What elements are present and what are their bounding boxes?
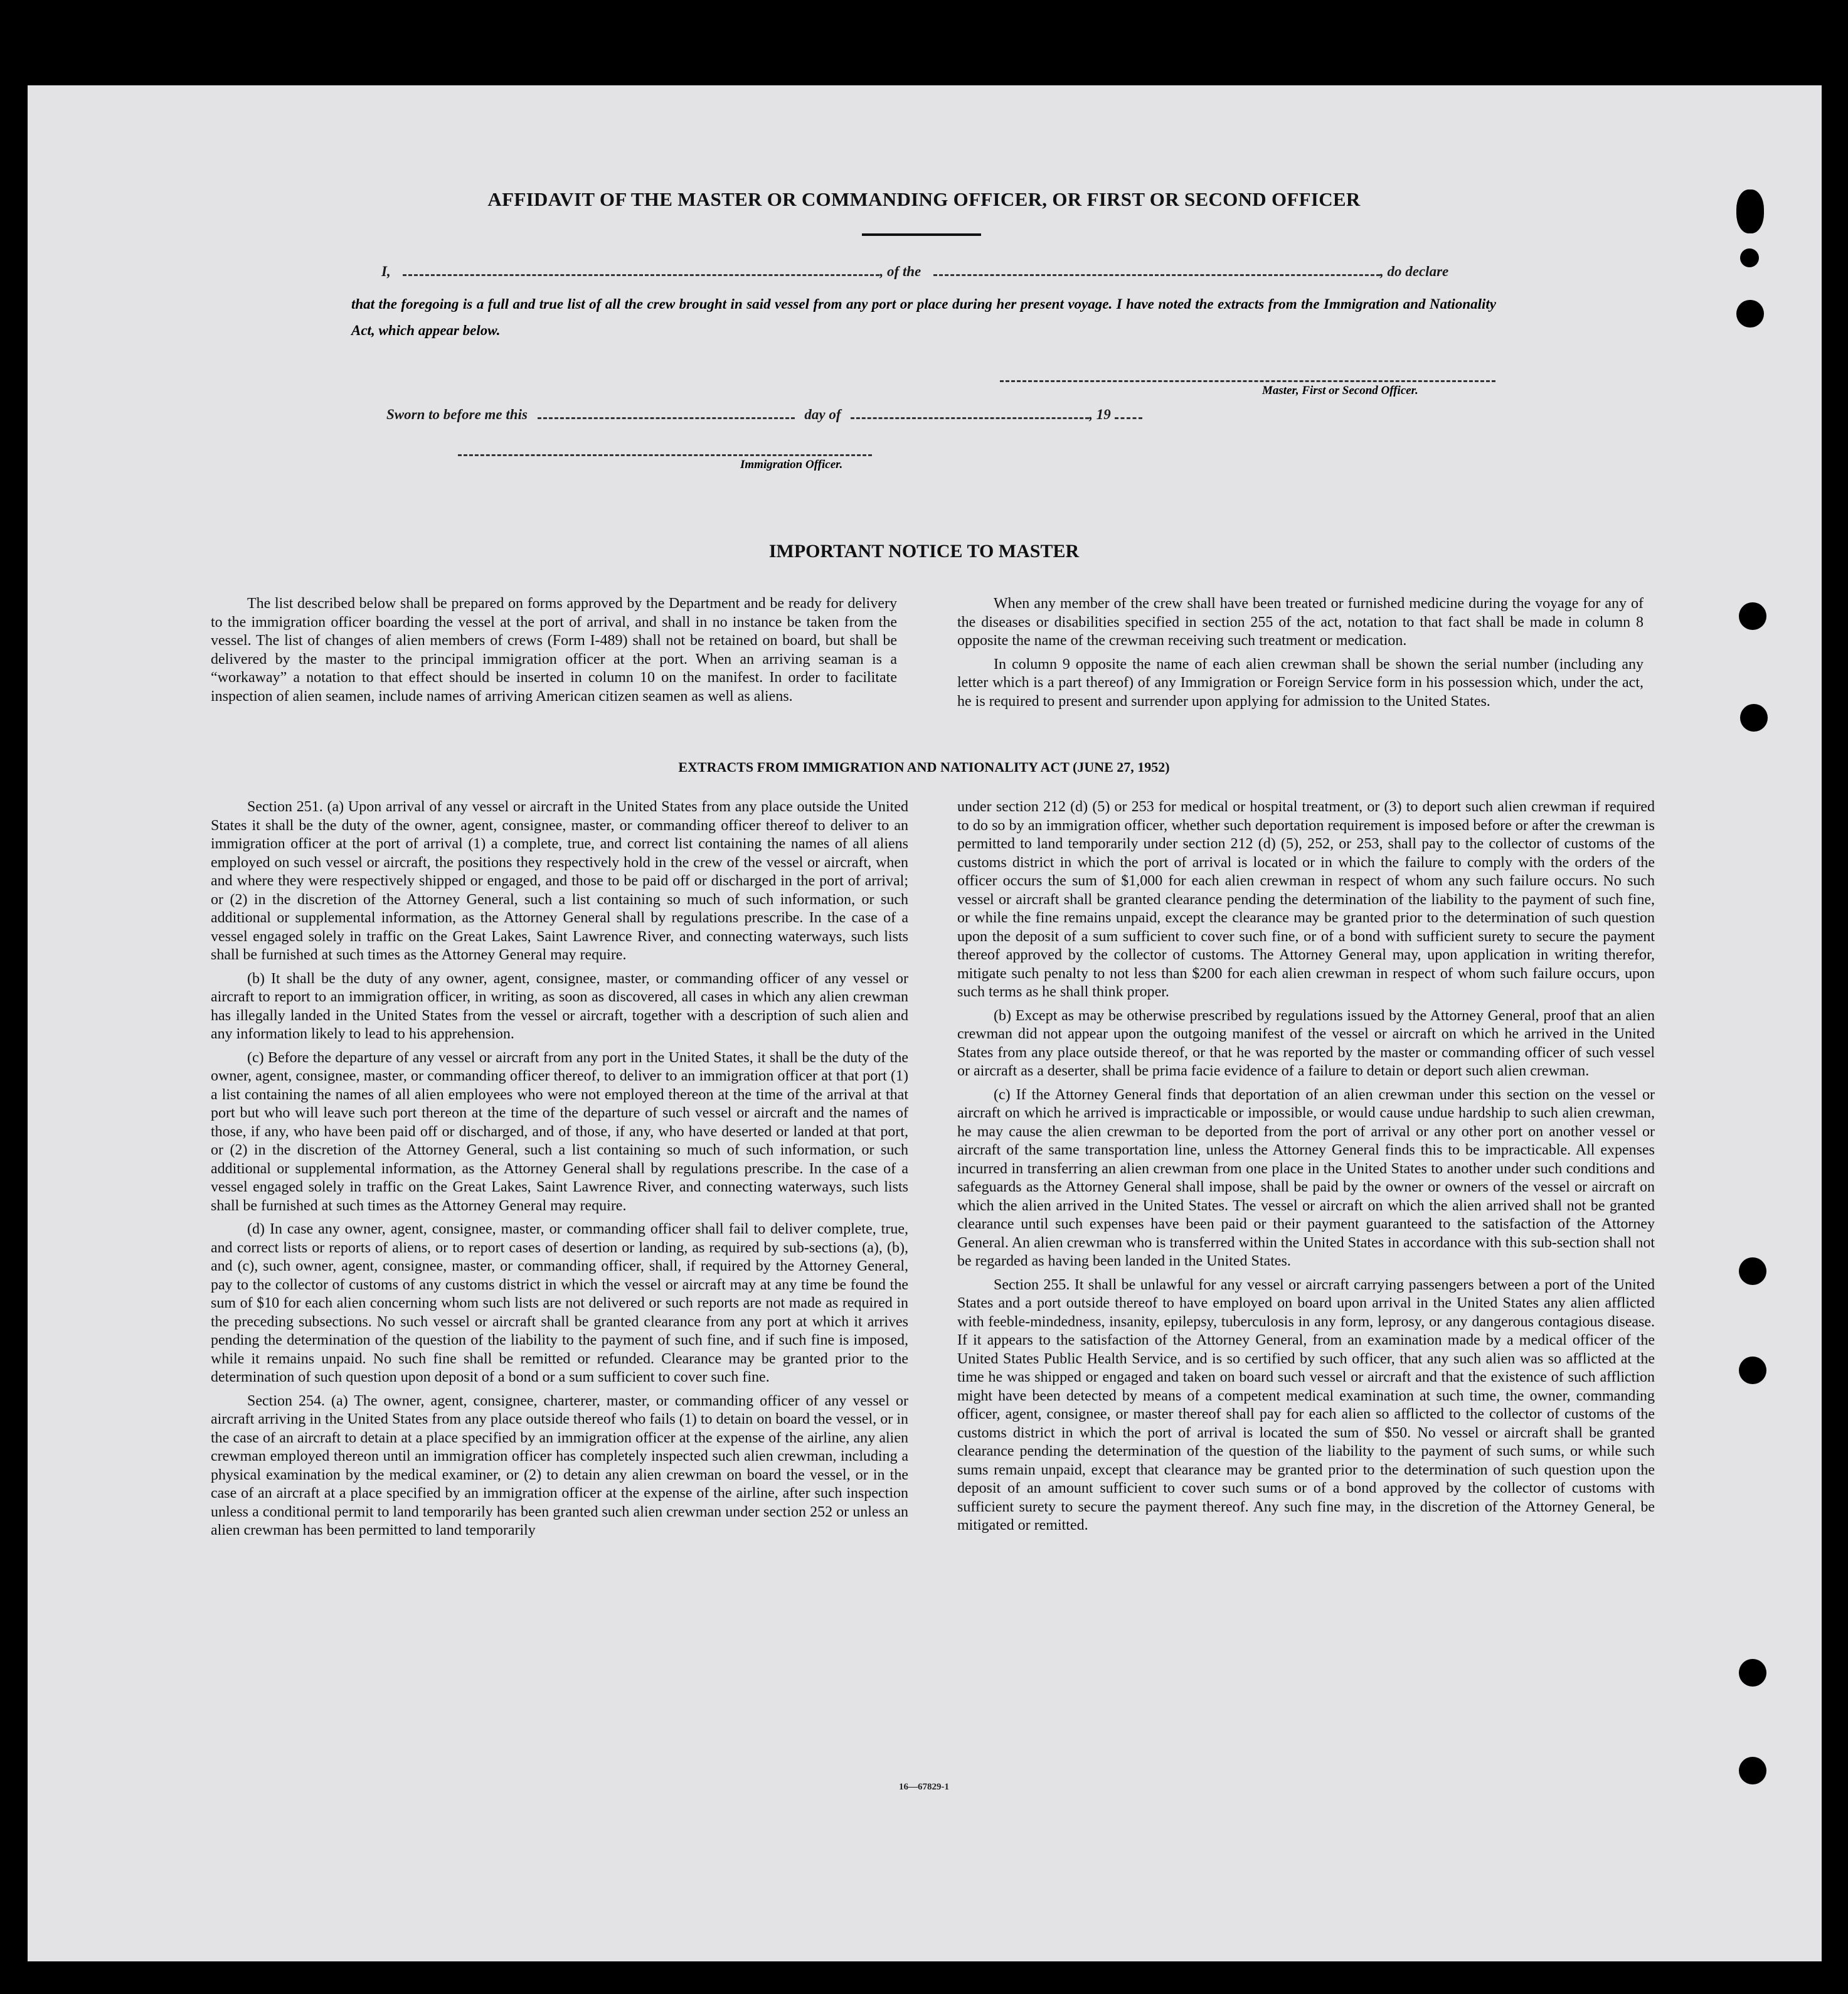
officer-caption: Immigration Officer. — [740, 458, 843, 471]
extracts-title: EXTRACTS FROM IMMIGRATION AND NATIONALITY ACT (JUNE 27, 1952) — [678, 759, 1170, 775]
section-paragraph: (b) It shall be the duty of any owner, agent, consignee, master, or commanding officer of any vessel or aircraft to report to an immigration officer, in writing, as soon as discovered, all cases in which any alien crewman has illegally landed in the United States from the vessel or aircraft, together with a description of such alien and any information likely to lead to his apprehension. — [211, 970, 908, 1042]
notice-right-column — [957, 595, 1644, 716]
section-paragraph: Section 254. (a) The owner, agent, consignee, charterer, master, or commanding officer of any vessel or aircraft arriving in the United States from any place outside thereof who fails (1) to detain on board the vessel, or in the case of an aircraft to detain at a place specified by an immigration officer at the expense of the airline, any alien crewman employed thereon until an immigration officer has completely inspected such alien crewman, including a physical examination by the medical examiner, or (2) to detain any alien crewman on board the vessel, or in the case of an aircraft at a place specified by an immigration officer at the expense of the airline, after such inspection unless a conditional permit to land temporarily has been granted such alien crewman under section 252 or unless an alien crewman has been permitted to land temporarily — [211, 1392, 908, 1538]
section-paragraph: (d) In case any owner, agent, consignee, master, or commanding officer shall fail to deliver complete, true, and correct lists or reports of aliens, or to report cases of desertion or landing, as required by sub-sections (a), (b), and (c), such owner, agent, consignee, master, or commanding officer, shall, if required by the Attorney General, pay to the collector of customs of any customs district in which the vessel or aircraft may at any time be found the sum of $10 for each alien concerning whom such lists are not delivered or such reports are not made as required in the preceding subsections. No such vessel or aircraft shall be granted clearance from any port at which it arrives pending the determination of the question of the liability to the payment of such fine, and if such fine is imposed, while it remains unpaid. No such fine shall be remitted or refunded. Clearance may be granted prior to the determination of such question upon deposit of a bond or a sum sufficient to cover such fine. — [211, 1221, 908, 1385]
master-signature-line[interactable] — [1000, 380, 1495, 382]
sworn-line — [386, 407, 1142, 423]
day-of-label: day of — [804, 407, 841, 422]
punch-hole — [1739, 602, 1766, 630]
section-paragraph: (c) If the Attorney General finds that deportation of an alien crewman under this section on the vessel or aircraft on which he arrived is impracticable or impossible, or would cause undue hardship to such alien crewman, he may cause the alien crewman to be deported from the port of arrival or any other port on another vessel or aircraft of the same transportation line, unless the Attorney General finds this to be impracticable. All expenses incurred in transferring an alien crewman from one place in the United States to another under such conditions and safeguards as the Attorney General shall impose, shall be paid by the owner or owners of the vessel or aircraft on which the alien arrived in the United States. The vessel or aircraft on which the alien arrived shall not be granted clearance until such expenses have been paid or their payment guaranteed to the satisfaction of the Attorney General. An alien crewman who is transferred within the United States in accordance with this sub-section shall not be regarded as having been landed in the United States. — [957, 1086, 1655, 1269]
form-number: 16—67829-1 — [899, 1782, 949, 1792]
year-label: , 19 — [1089, 407, 1111, 422]
of-the-label: , of the — [879, 264, 921, 279]
section-paragraph: (c) Before the departure of any vessel or aircraft from any port in the United States, it shall be the duty of the owner, agent, consignee, master, or commanding officer thereof, to deliver to an immigration officer at that port (1) a list containing the names of all alien employees who were not employed thereon at the time of the arrival at that port but who will leave such port thereon at the time of the departure of such vessel or aircraft and the names of those, if any, who have been paid off or discharged, and of those, if any, who have deserted or landed at that port, or (2) in the discretion of the Attorney General, such a list containing so much of such information, or such additional or supplemental information, as the Attorney General shall by regulations prescribe. In the case of a vessel engaged solely in traffic on the Great Lakes, Saint Lawrence River, and connecting waterways, such lists shall be furnished at such times as the Attorney General may require. — [211, 1049, 908, 1214]
notice-paragraph: The list described below shall be prepared on forms approved by the Department and be ready for delivery to the immigration officer boarding the vessel at the port of arrival, and shall in no instance be taken from the vessel. The list of changes of alien members of crews (Form I-489) shall not be retained on board, but shall be delivered by the master to the principal immigration officer at the port. When an arriving seaman is a “workaway” a notation to that effect should be inserted in column 10 on the manifest. In order to facilitate inspection of alien seamen, include names of arriving American citizen seamen as well as aliens. — [211, 595, 897, 705]
vessel-blank[interactable] — [933, 274, 1380, 276]
punch-hole — [1740, 248, 1759, 267]
notice-paragraph: In column 9 opposite the name of each alien crewman shall be shown the serial number (including any letter which is a part thereof) of any Immigration or Foreign Service form in his possession which, under the act, he is required to present and surrender upon applying for admission to the United States. — [957, 656, 1644, 710]
extracts-left-column — [211, 798, 908, 1545]
punch-hole — [1739, 1257, 1766, 1285]
officer-signature-line[interactable] — [458, 454, 872, 456]
notice-title: IMPORTANT NOTICE TO MASTER — [768, 541, 1080, 562]
punch-hole — [1736, 189, 1764, 233]
sworn-month-blank[interactable] — [851, 417, 1089, 419]
punch-hole — [1739, 1659, 1766, 1687]
punch-hole — [1740, 704, 1768, 732]
title-rule — [862, 233, 981, 236]
extracts-right-column — [957, 798, 1655, 1540]
declaration-text: that the foregoing is a full and true list of all the crew brought in said vessel from any port or place during her present voyage. I have noted the extracts from the Immigration and Nationality Act, which appear below. — [351, 296, 1496, 338]
section-paragraph: under section 212 (d) (5) or 253 for medical or hospital treatment, or (3) to deport such alien crewman if required to do so by an immigration officer, whether such deportation requirement is imposed before or after the crewman is permitted to land temporarily under section 212 (d) (5), 252, or 253, shall pay to the collector of customs of the customs district in which the port of arrival is located or in which the failure to comply with the orders of the officer occurs the sum of $1,000 for each alien crewman in respect of whom any such failure occurs. No such vessel or aircraft shall be granted clearance pending the determination of the liability to the payment of such fine, or while the fine remains unpaid, except the clearance may be granted prior to the determination of such question upon the deposit of a sum sufficient to cover such fine, or of a bond with sufficient surety to secure the payment thereof approved by the collector of customs. The Attorney General may, upon application in writing therefor, mitigate such penalty to not less than $200 for each alien crewman in respect of whom such failure occurs, upon such terms as he shall think proper. — [957, 799, 1655, 1000]
section-paragraph: Section 255. It shall be unlawful for any vessel or aircraft carrying passengers between a port of the United States and a port outside thereof to have employed on board upon arrival in the United States any alien afflicted with feeble-mindedness, insanity, epilepsy, tuberculosis in any form, leprosy, or any dangerous contagious disease. If it appears to the satisfaction of the Attorney General, from an examination made by a medical officer of the United States Public Health Service, and is so certified by such officer, that any such alien was so afflicted at the time he was shipped or engaged and taken on board such vessel or aircraft and that the existence of such affliction might have been detected by means of a competent medical examination at such time, the owner, commanding officer, agent, consignee, or master thereof shall pay for each alien so afflicted to the collector of customs of the customs district in which the port of arrival is located the sum of $50. No vessel or aircraft shall be granted clearance pending the determination of the question of the liability to the payment of such sums, or while such sums remain unpaid, except that clearance may be granted prior to the determination of such question upon the deposit of an amount sufficient to cover such sums or of a bond approved by the collector of customs with sufficient surety to secure the payment thereof. Any such fine may, in the discretion of the Attorney General, be mitigated or remitted. — [957, 1276, 1655, 1533]
sworn-label: Sworn to before me this — [386, 407, 528, 422]
do-declare-label: , do declare — [1380, 264, 1449, 279]
affidavit-title: AFFIDAVIT OF THE MASTER OR COMMANDING OFFICER, OR FIRST OR SECOND OFFICER — [487, 188, 1361, 210]
year-blank[interactable] — [1115, 417, 1142, 419]
section-paragraph: (b) Except as may be otherwise prescribed by regulations issued by the Attorney General, proof that an alien crewman did not appear upon the outgoing manifest of the vessel or aircraft on which he arrived in the United States from any place outside thereof, or that he was reported by the master or commanding officer of such vessel or aircraft as a deserter, shall be prima facie evidence of a failure to detain or deport such alien crewman. — [957, 1007, 1655, 1079]
punch-hole — [1739, 1757, 1766, 1784]
master-caption: Master, First or Second Officer. — [1262, 384, 1418, 397]
name-blank[interactable] — [403, 274, 879, 276]
i-label: I, — [381, 264, 391, 279]
declarant-line — [381, 264, 1448, 280]
notice-paragraph: When any member of the crew shall have been treated or furnished medicine during the voyage for any of the diseases or disabilities specified in section 255 of the act, notation to that fact shall be made in column 8 opposite the name of the crewman receiving such treatment or medication. — [957, 595, 1644, 649]
notice-left-column — [211, 595, 897, 711]
punch-hole — [1739, 1357, 1766, 1384]
section-paragraph: Section 251. (a) Upon arrival of any vessel or aircraft in the United States from any place outside the United States it shall be the duty of the owner, agent, consignee, master, or commanding officer thereof to deliver to an immigration officer at the port of arrival (1) a complete, true, and correct list containing the names of all aliens employed on such vessel or aircraft, the positions they respectively hold in the crew of the vessel or aircraft, when and where they were respectively shipped or engaged, and those to be paid off or discharged in the port of arrival; or (2) in the discretion of the Attorney General, such a list containing so much of such information, or such additional or supplemental information, as the Attorney General shall by regulations prescribe. In the case of a vessel engaged solely in traffic on the Great Lakes, Saint Lawrence River, and connecting waterways, such lists shall be furnished at such times as the Attorney General may require. — [211, 799, 908, 963]
sworn-day-blank[interactable] — [538, 417, 795, 419]
punch-hole — [1736, 300, 1764, 328]
